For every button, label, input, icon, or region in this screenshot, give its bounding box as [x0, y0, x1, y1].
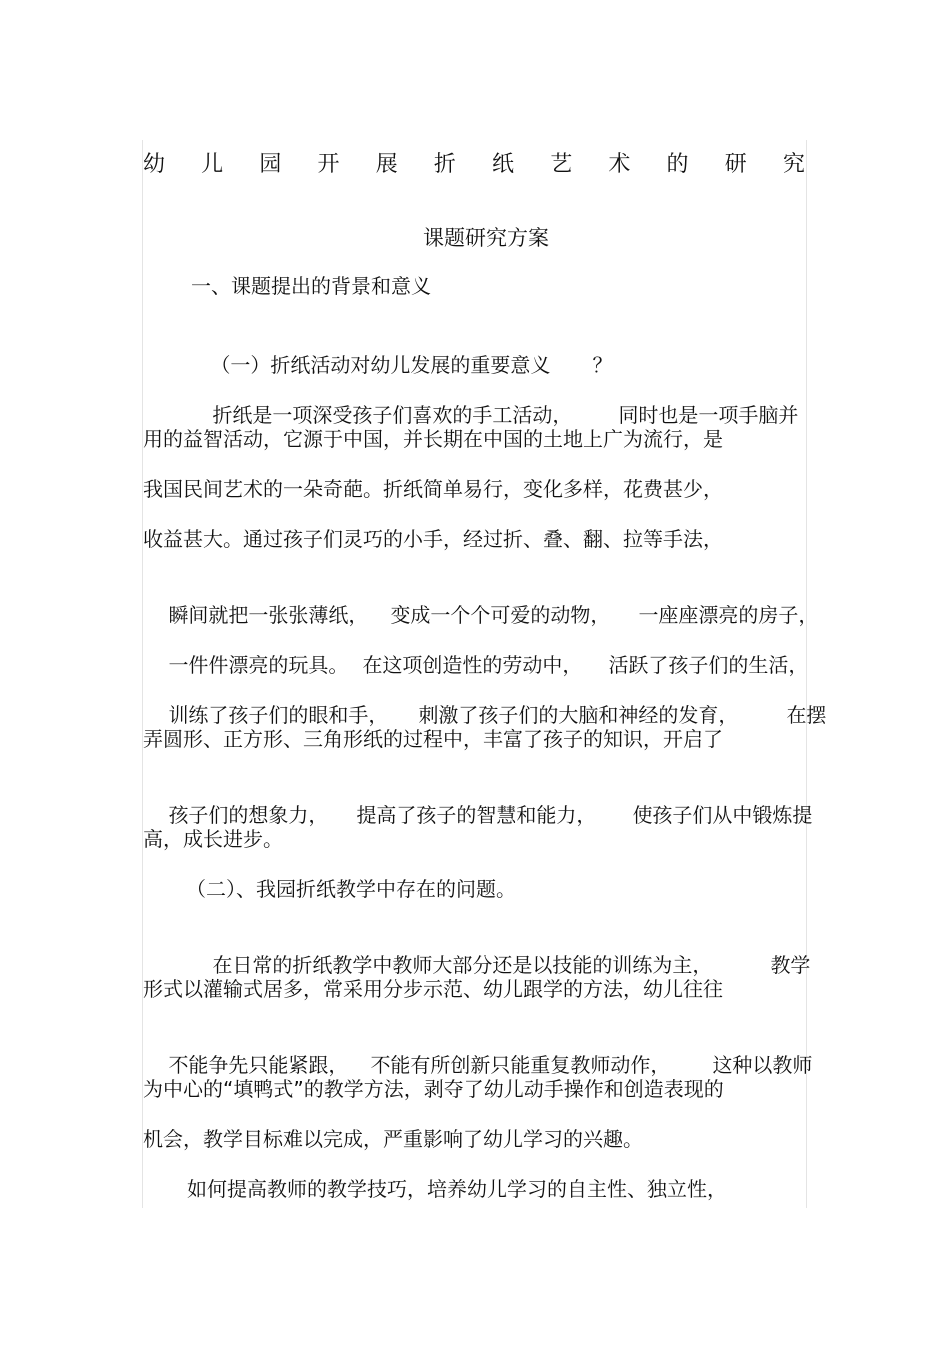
- title-char: 开: [317, 152, 340, 177]
- title-char: 术: [608, 152, 631, 177]
- title-char: 研: [724, 152, 747, 177]
- text-segment: 一件件漂亮的玩具。: [168, 653, 349, 677]
- text-segment: 刺激了孩子们的大脑和神经的发育，: [418, 703, 739, 727]
- text-segment: 这种以教师: [712, 1053, 813, 1077]
- paragraph-line: 我国民间艺术的一朵奇葩。折纸简单易行，变化多样，花费甚少，: [143, 477, 723, 501]
- document-subtitle: 课题研究方案: [423, 226, 549, 250]
- title-char: 究: [782, 152, 805, 177]
- title-char: 幼: [143, 152, 166, 177]
- title-char: 纸: [492, 152, 515, 177]
- title-char: 儿: [201, 152, 224, 177]
- text-segment: 教学: [770, 953, 811, 977]
- paragraph-line: 机会，教学目标难以完成，严重影响了幼儿学习的兴趣。: [143, 1127, 643, 1151]
- text-segment: 孩子们的想象力，: [168, 803, 329, 827]
- subsection-heading-mark: ？: [592, 353, 613, 377]
- section-heading: 一、课题提出的背景和意义: [191, 274, 431, 298]
- document-title: [143, 151, 805, 179]
- text-segment: 在摆: [786, 703, 827, 727]
- text-segment: 瞬间就把一张张薄纸，: [168, 603, 369, 627]
- paragraph-line: 高，成长进步。: [143, 827, 283, 851]
- title-char: 的: [666, 152, 689, 177]
- text-segment: 变成一个个可爱的动物，: [390, 603, 611, 627]
- paragraph-line: 弄圆形、正方形、三角形纸的过程中，丰富了孩子的知识，开启了: [143, 727, 723, 751]
- text-segment: 同时也是一项手脑并: [618, 403, 799, 427]
- text-segment: 在日常的折纸教学中教师大部分还是以技能的训练为主，: [212, 953, 713, 977]
- paragraph-line: 为中心的“填鸭式”的教学方法，剥夺了幼儿动手操作和创造表现的: [143, 1077, 724, 1101]
- text-segment: 在这项创造性的劳动中，: [362, 653, 583, 677]
- paragraph-line: 形式以灌输式居多，常采用分步示范、幼儿跟学的方法，幼儿往往: [143, 977, 723, 1001]
- title-char: 折: [433, 152, 456, 177]
- title-char: 艺: [550, 152, 573, 177]
- subsection-heading-text: （一）折纸活动对幼儿发展的重要意义: [210, 353, 551, 377]
- text-segment: 训练了孩子们的眼和手，: [168, 703, 389, 727]
- text-segment: 一座座漂亮的房子，: [638, 603, 819, 627]
- text-segment: 不能争先只能紧跟，: [168, 1053, 349, 1077]
- text-segment: 折纸是一项深受孩子们喜欢的手工活动，: [212, 403, 573, 427]
- paragraph-line: 如何提高教师的教学技巧，培养幼儿学习的自主性、独立性，: [187, 1177, 727, 1201]
- text-segment: 活跃了孩子们的生活，: [608, 653, 809, 677]
- text-segment: 提高了孩子的智慧和能力，: [356, 803, 597, 827]
- paragraph-line: 用的益智活动，它源于中国，并长期在中国的土地上广为流行，是: [143, 427, 723, 451]
- subsection-heading: （二）、我园折纸教学中存在的问题。: [186, 877, 516, 901]
- title-char: 展: [375, 152, 398, 177]
- title-char: 园: [259, 152, 282, 177]
- text-segment: 使孩子们从中锻炼提: [632, 803, 813, 827]
- text-segment: 不能有所创新只能重复教师动作，: [370, 1053, 671, 1077]
- paragraph-line: 收益甚大。通过孩子们灵巧的小手，经过折、叠、翻、拉等手法，: [143, 527, 723, 551]
